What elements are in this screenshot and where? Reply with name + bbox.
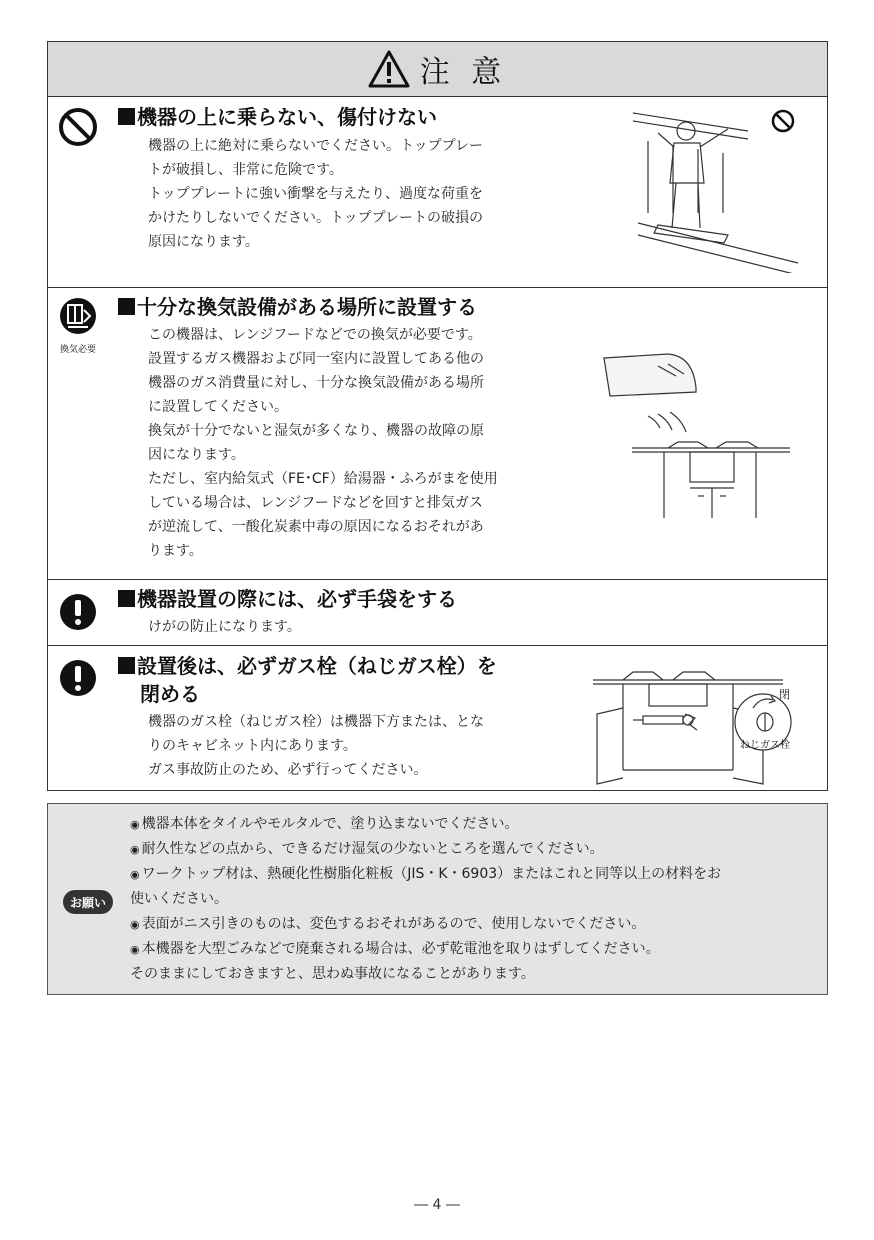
section-gas-valve xyxy=(48,646,827,790)
page-number: ― 4 ― xyxy=(414,1197,460,1213)
range-hood-illustration xyxy=(598,348,798,523)
request-box xyxy=(47,803,828,995)
request-badge: お願い xyxy=(63,890,113,914)
section-body: けがの防止になります。 xyxy=(148,619,301,635)
section-ventilation xyxy=(48,288,827,580)
section-body: この機器は、レンジフードなどでの換気が必要です。 設置するガス機器および同一室内に設置してある他の 機器のガス消費量に対し、十分な換気設備がある場所 に設置してください。 換気が十分でないと湿気が多くなり、機器の故障の原 因になります。 ただし、室内給気式（FE･CF）給湯器・ふろがまを使用 している場合は、レンジフードなどを回すと排気ガス が逆流して、一酸化炭素中毒の原因になるおそれがあ ります。 xyxy=(148,327,498,559)
valve-label: ねじガス栓 xyxy=(740,740,790,751)
ventilation-caption: 換気必要 xyxy=(59,345,96,355)
request-list xyxy=(130,812,820,987)
section-body: 機器のガス栓（ねじガス栓）は機器下方または、とな りのキャビネット内にあります。 ガス事故防止のため、必ず行ってください。 xyxy=(148,714,484,778)
list-item: そのままにしておきますと、思わぬ事故になることがあります。 xyxy=(130,966,535,982)
ventilation-required-icon xyxy=(58,296,98,336)
list-item: 使いください。 xyxy=(130,891,228,907)
warning-triangle-icon xyxy=(368,50,410,88)
gas-valve-cabinet-illustration xyxy=(593,660,818,788)
list-item: ◉ 本機器を大型ごみなどで廃棄される場合は、必ず乾電池を取りはずしてください。 xyxy=(130,937,820,962)
section-title: 機器設置の際には、必ず手袋をする xyxy=(118,585,457,613)
section-title: 機器の上に乗らない、傷付けない xyxy=(118,103,437,131)
exclamation-icon xyxy=(58,658,98,698)
exclamation-icon xyxy=(58,592,98,632)
caution-title: 注 意 xyxy=(419,55,508,90)
list-item: ◉ 表面がニス引きのものは、変色するおそれがあるので、使用しないでください。 xyxy=(130,912,820,937)
section-body: 機器の上に絶対に乗らないでください。トッププレー トが破損し、非常に危険です。 トッププレートに強い衝撃を与えたり、過度な荷重を かけたりしないでください。トッププレートの破損の 原因になります。 xyxy=(148,138,484,250)
section-gloves xyxy=(48,580,827,646)
prohibited-icon xyxy=(58,107,98,147)
section-title: 十分な換気設備がある場所に設置する xyxy=(118,293,477,321)
close-label: 閉 xyxy=(779,688,790,701)
section-title: 設置後は、必ずガス栓（ねじガス栓）を 閉める xyxy=(118,652,497,708)
caution-header xyxy=(48,42,827,97)
list-item: ◉ 機器本体をタイルやモルタルで、塗り込まないでください。 xyxy=(130,812,820,837)
section-no-climbing xyxy=(48,97,827,288)
list-item: ◉ ワークトップ材は、熱硬化性樹脂化粧板（JIS・K・6903）またはこれと同等以上の材料をお xyxy=(130,862,820,887)
person-on-counter-illustration xyxy=(628,103,808,273)
list-item: ◉ 耐久性などの点から、できるだけ湿気の少ないところを選んでください。 xyxy=(130,837,820,862)
caution-box xyxy=(47,41,828,791)
